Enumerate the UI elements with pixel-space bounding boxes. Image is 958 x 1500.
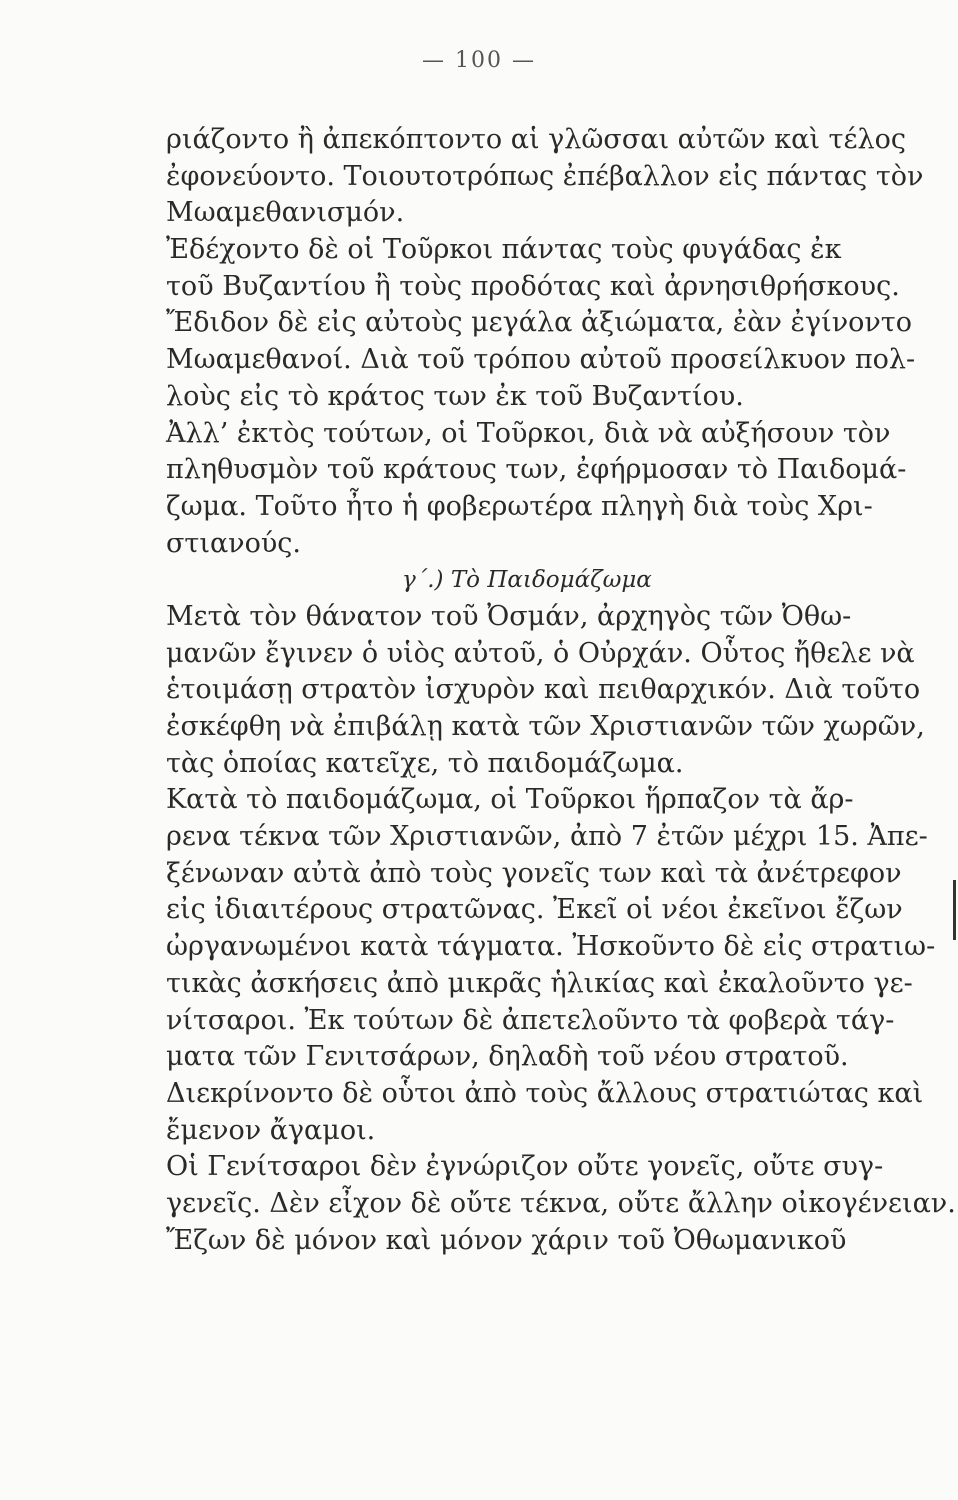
text-line: Ἔζων δὲ μόνον καὶ μόνον χάριν τοῦ Ὀθωμανικοῦ — [166, 1224, 847, 1256]
text-line: ὠργανωμένοι κατὰ τάγματα. Ἠσκοῦντο δὲ εἰς στρατιω- — [166, 931, 936, 963]
text-line: Διεκρίνοντο δὲ οὗτοι ἀπὸ τοὺς ἄλλους στρατιώτας καὶ — [166, 1077, 924, 1109]
section-heading: γ΄.) Τὸ Παιδομάζωμα — [402, 567, 652, 594]
text-line: τὰς ὁποίας κατεῖχε, τὸ παιδομάζωμα. — [166, 747, 684, 779]
text-line: Ἀλλ’ ἐκτὸς τούτων, οἱ Τοῦρκοι, διὰ νὰ αὐξήσουν τὸν — [166, 417, 891, 449]
text-line: στιανούς. — [166, 527, 301, 559]
text-line: ἐφονεύοντο. Τοιουτοτρόπως ἐπέβαλλον εἰς πάντας τὸν — [166, 160, 924, 192]
text-line: εἰς ἰδιαιτέρους στρατῶνας. Ἐκεῖ οἱ νέοι ἐκεῖνοι ἔζων — [166, 894, 903, 926]
page-number: — 100 — — [422, 48, 536, 73]
text-line: Ἐδέχοντο δὲ οἱ Τοῦρκοι πάντας τοὺς φυγάδας ἐκ — [166, 234, 842, 266]
page-text — [166, 122, 956, 1259]
text-line: λοὺς εἰς τὸ κράτος των ἐκ τοῦ Βυζαντίου. — [166, 380, 744, 412]
text-line: Κατὰ τὸ παιδομάζωμα, οἱ Τοῦρκοι ἥρπαζον τὰ ἄρ- — [166, 784, 854, 816]
text-line: Οἱ Γενίτσαροι δὲν ἐγνώριζον οὔτε γονεῖς, οὔτε συγ- — [166, 1151, 884, 1183]
text-line: πληθυσμὸν τοῦ κράτους των, ἐφήρμοσαν τὸ Παιδομά- — [166, 454, 907, 486]
text-line: ριάζοντο ἢ ἀπεκόπτοντο αἱ γλῶσσαι αὐτῶν καὶ τέλος — [166, 124, 906, 155]
text-line: ρενα τέκνα τῶν Χριστιανῶν, ἀπὸ 7 ἐτῶν μέχρι 15. Ἀπε- — [166, 821, 928, 853]
page-edge-mark — [953, 880, 956, 940]
text-line: Ἔδιδον δὲ εἰς αὐτοὺς μεγάλα ἀξιώματα, ἐὰν ἐγίνοντο — [166, 307, 912, 339]
text-line: μανῶν ἔγινεν ὁ υἱὸς αὐτοῦ, ὁ Οὐρχάν. Οὗτος ἤθελε νὰ — [166, 637, 915, 669]
text-line: Μωαμεθανισμόν. — [166, 197, 405, 229]
text-line: ἑτοιμάσῃ στρατὸν ἰσχυρὸν καὶ πειθαρχικόν. Διὰ τοῦτο — [166, 674, 921, 706]
text-line: τικὰς ἀσκήσεις ἀπὸ μικρᾶς ἡλικίας καὶ ἐκαλοῦντο γε- — [166, 967, 913, 999]
text-line: ζωμα. Τοῦτο ἦτο ἡ φοβερωτέρα πληγὴ διὰ τοὺς Χρι- — [166, 490, 873, 522]
text-line: ἐσκέφθη νὰ ἐπιβάλῃ κατὰ τῶν Χριστιανῶν τῶν χωρῶν, — [166, 711, 925, 742]
text-line: Μωαμεθανοί. Διὰ τοῦ τρόπου αὐτοῦ προσείλκυον πολ- — [166, 344, 916, 376]
text-line: ξένωναν αὐτὰ ἀπὸ τοὺς γονεῖς των καὶ τὰ ἀνέτρεφον — [166, 857, 902, 889]
text-line: Μετὰ τὸν θάνατον τοῦ Ὀσμάν, ἀρχηγὸς τῶν Ὀθω- — [166, 600, 852, 632]
text-line: ματα τῶν Γενιτσάρων, δηλαδὴ τοῦ νέου στρατοῦ. — [166, 1041, 849, 1073]
text-line: νίτσαροι. Ἐκ τούτων δὲ ἀπετελοῦντο τὰ φοβερὰ τάγ- — [166, 1004, 895, 1036]
text-line: ἔμενον ἄγαμοι. — [166, 1114, 376, 1146]
text-line: γενεῖς. Δὲν εἶχον δὲ οὔτε τέκνα, οὔτε ἄλλην οἰκογένειαν. — [166, 1187, 956, 1219]
text-line: τοῦ Βυζαντίου ἢ τοὺς προδότας καὶ ἀρνησιθρήσκους. — [166, 270, 900, 302]
